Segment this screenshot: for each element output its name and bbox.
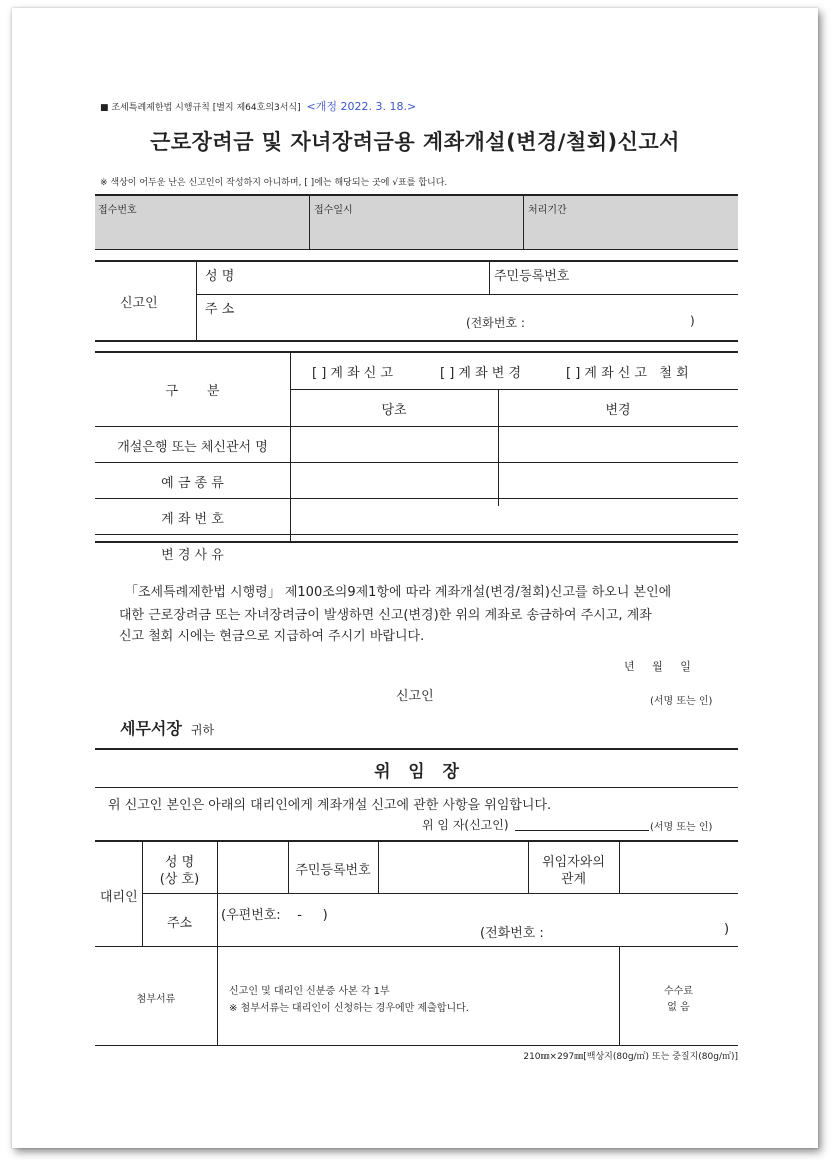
delegation-title: 위 임 장 [374, 762, 459, 782]
form-notice: ※ 색상이 어두운 난은 신고인이 작성하지 아니하며, [ ]에는 해당되는 곳에 √표를 합니다. [100, 178, 448, 188]
option-account-withdraw[interactable]: [ ] 계 좌 신 고 철 회 [566, 366, 689, 381]
statement-line-1: 「조세특례제한법 시행령」 제100조의9제1항에 따라 계좌개설(변경/철회)신고를 하오니 본인에 [125, 585, 672, 600]
attachments-line-2: ※ 첨부서류는 대리인이 신청하는 경우에만 제출합니다. [229, 1003, 469, 1014]
agent-relation-label-1: 위임자와의 [542, 855, 605, 870]
reporter-name-label: 성 명 [205, 269, 235, 284]
fee-label: 수수료 [664, 986, 693, 997]
form-rule-text: ■ 조세특례제한법 시행규칙 [별지 제64호의3서식] [100, 103, 301, 113]
office-use-section [95, 194, 738, 249]
receipt-number-label: 접수번호 [98, 205, 137, 216]
reporter-rrn-label: 주민등록번호 [494, 269, 570, 284]
reporter-phone-label: (전화번호 : [466, 316, 525, 330]
agent-rrn-label: 주민등록번호 [295, 863, 371, 878]
row-bank-label: 개설은행 또는 체신관서 명 [117, 440, 268, 455]
form-page [12, 8, 818, 1148]
tax-office-head: 세무서장 [120, 719, 182, 738]
category-label: 구 분 [165, 384, 220, 399]
statement-line-2: 대한 근로장려금 또는 자녀장려금이 발생하면 신고(변경)한 위의 계좌로 송금하여 주시고, 계좌 [119, 608, 652, 623]
column-original: 당초 [381, 403, 407, 418]
statement-sign-note: (서명 또는 인) [650, 696, 713, 707]
addressee [120, 716, 214, 739]
agent-phone-close: ) [724, 922, 730, 937]
agent-phone-label: (전화번호 : [480, 926, 544, 941]
agent-postal-code: (우편번호: - ) [221, 908, 328, 923]
agent-trade-label: (상 호) [159, 872, 200, 887]
form-title: 근로장려금 및 자녀장려금용 계좌개설(변경/철회)신고서 [150, 130, 680, 154]
form-rule [100, 98, 416, 114]
receipt-date-label: 접수일시 [314, 205, 353, 216]
delegation-text: 위 신고인 본인은 아래의 대리인에게 계좌개설 신고에 관한 사항을 위임합니다. [108, 798, 552, 813]
statement-date: 년 월 일 [624, 660, 691, 673]
reporter-label: 신고인 [120, 296, 158, 311]
addressee-suffix: 귀하 [190, 723, 215, 737]
delegator-label: 위 임 자(신고인) [422, 818, 509, 832]
row-account-number-label: 계 좌 번 호 [161, 512, 224, 527]
option-account-change[interactable]: [ ] 계 좌 변 경 [440, 366, 522, 381]
attachments-line-1: 신고인 및 대리인 신분증 사본 각 1부 [229, 986, 390, 997]
paper-size-note: 210㎜×297㎜[백상지(80g/㎡) 또는 중질지(80g/㎡)] [523, 1052, 738, 1062]
row-change-reason-label: 변 경 사 유 [161, 548, 224, 563]
option-account-report[interactable]: [ ] 계 좌 신 고 [312, 366, 394, 381]
delegator-sign-note: (서명 또는 인) [650, 822, 713, 833]
reporter-address-label: 주 소 [205, 302, 235, 317]
processing-period-label: 처리기간 [528, 205, 567, 216]
agent-relation-label-2: 관계 [560, 872, 587, 887]
agent-address-label: 주소 [166, 916, 193, 931]
fee-value: 없 음 [667, 1002, 690, 1013]
column-changed: 변경 [605, 403, 631, 418]
attachments-label: 첨부서류 [136, 994, 176, 1005]
statement-line-3: 신고 철회 시에는 현금으로 지급하여 주시기 바랍니다. [119, 629, 425, 644]
reporter-phone-close: ) [690, 314, 695, 328]
statement-signer: 신고인 [396, 689, 434, 704]
agent-label: 대리인 [100, 890, 138, 905]
revision-date: <개정 2022. 3. 18.> [306, 100, 417, 113]
row-deposit-type-label: 예 금 종 류 [161, 476, 224, 491]
agent-name-label: 성 명 [164, 855, 195, 870]
